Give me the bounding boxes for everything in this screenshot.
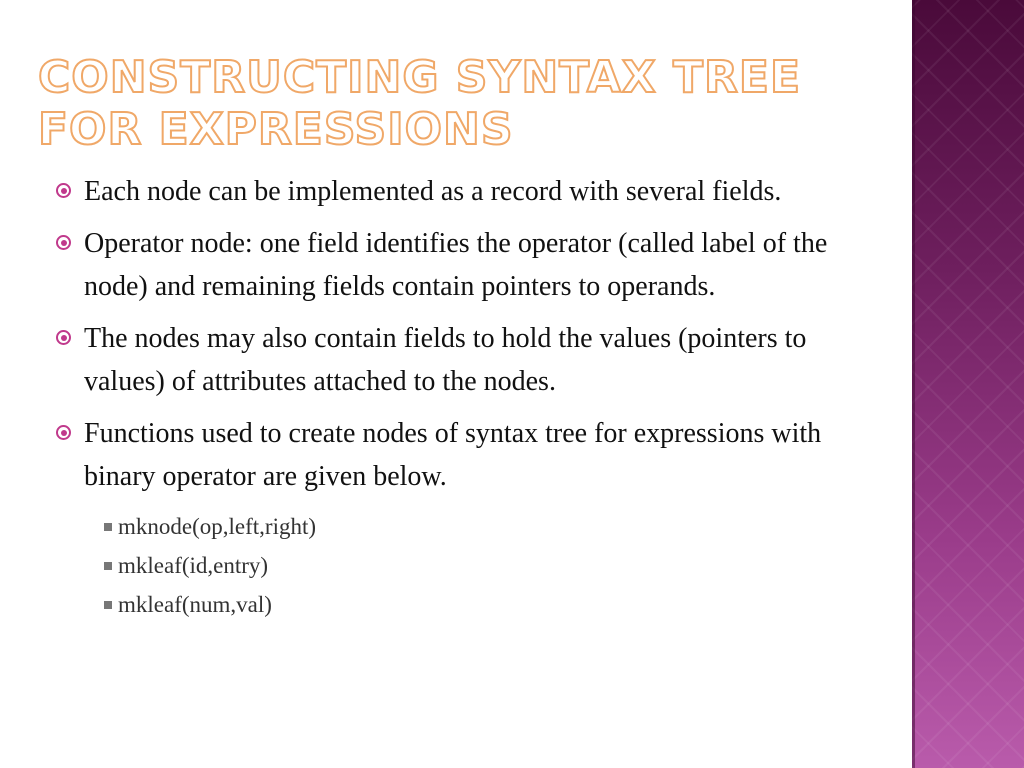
sub-item-text: mknode(op,left,right): [118, 514, 317, 539]
slide-content: [56, 170, 856, 624]
sub-item: [104, 507, 856, 546]
square-icon: [104, 601, 112, 609]
side-panel-edge: [912, 0, 915, 768]
bullet-item: [56, 170, 856, 213]
bullet-item: [56, 222, 856, 308]
circled-dot-icon: [56, 183, 71, 198]
sub-item: [104, 585, 856, 624]
sub-item-text: mkleaf(num,val): [118, 592, 272, 617]
square-icon: [104, 523, 112, 531]
circled-dot-icon: [56, 425, 71, 440]
bullet-item: [56, 412, 856, 498]
circled-dot-icon: [56, 330, 71, 345]
slide-title: CONSTRUCTING SYNTAX TREE FOR EXPRESSIONS: [38, 52, 802, 155]
circled-dot-icon: [56, 235, 71, 250]
sub-item-text: mkleaf(id,entry): [118, 553, 269, 578]
bullet-text: Operator node: one field identifies the operator (called label of the node) and remaining fields contain pointers to operands.: [84, 228, 828, 302]
bullet-text: The nodes may also contain fields to hold the values (pointers to values) of attributes attached to the nodes.: [84, 323, 807, 397]
sub-item: [104, 546, 856, 585]
bullet-text: Functions used to create nodes of syntax tree for expressions with binary operator are given below.: [84, 418, 822, 492]
bullet-item: [56, 317, 856, 403]
bullet-text: Each node can be implemented as a record with several fields.: [84, 176, 782, 207]
square-icon: [104, 562, 112, 570]
decorative-side-panel: [912, 0, 1024, 768]
